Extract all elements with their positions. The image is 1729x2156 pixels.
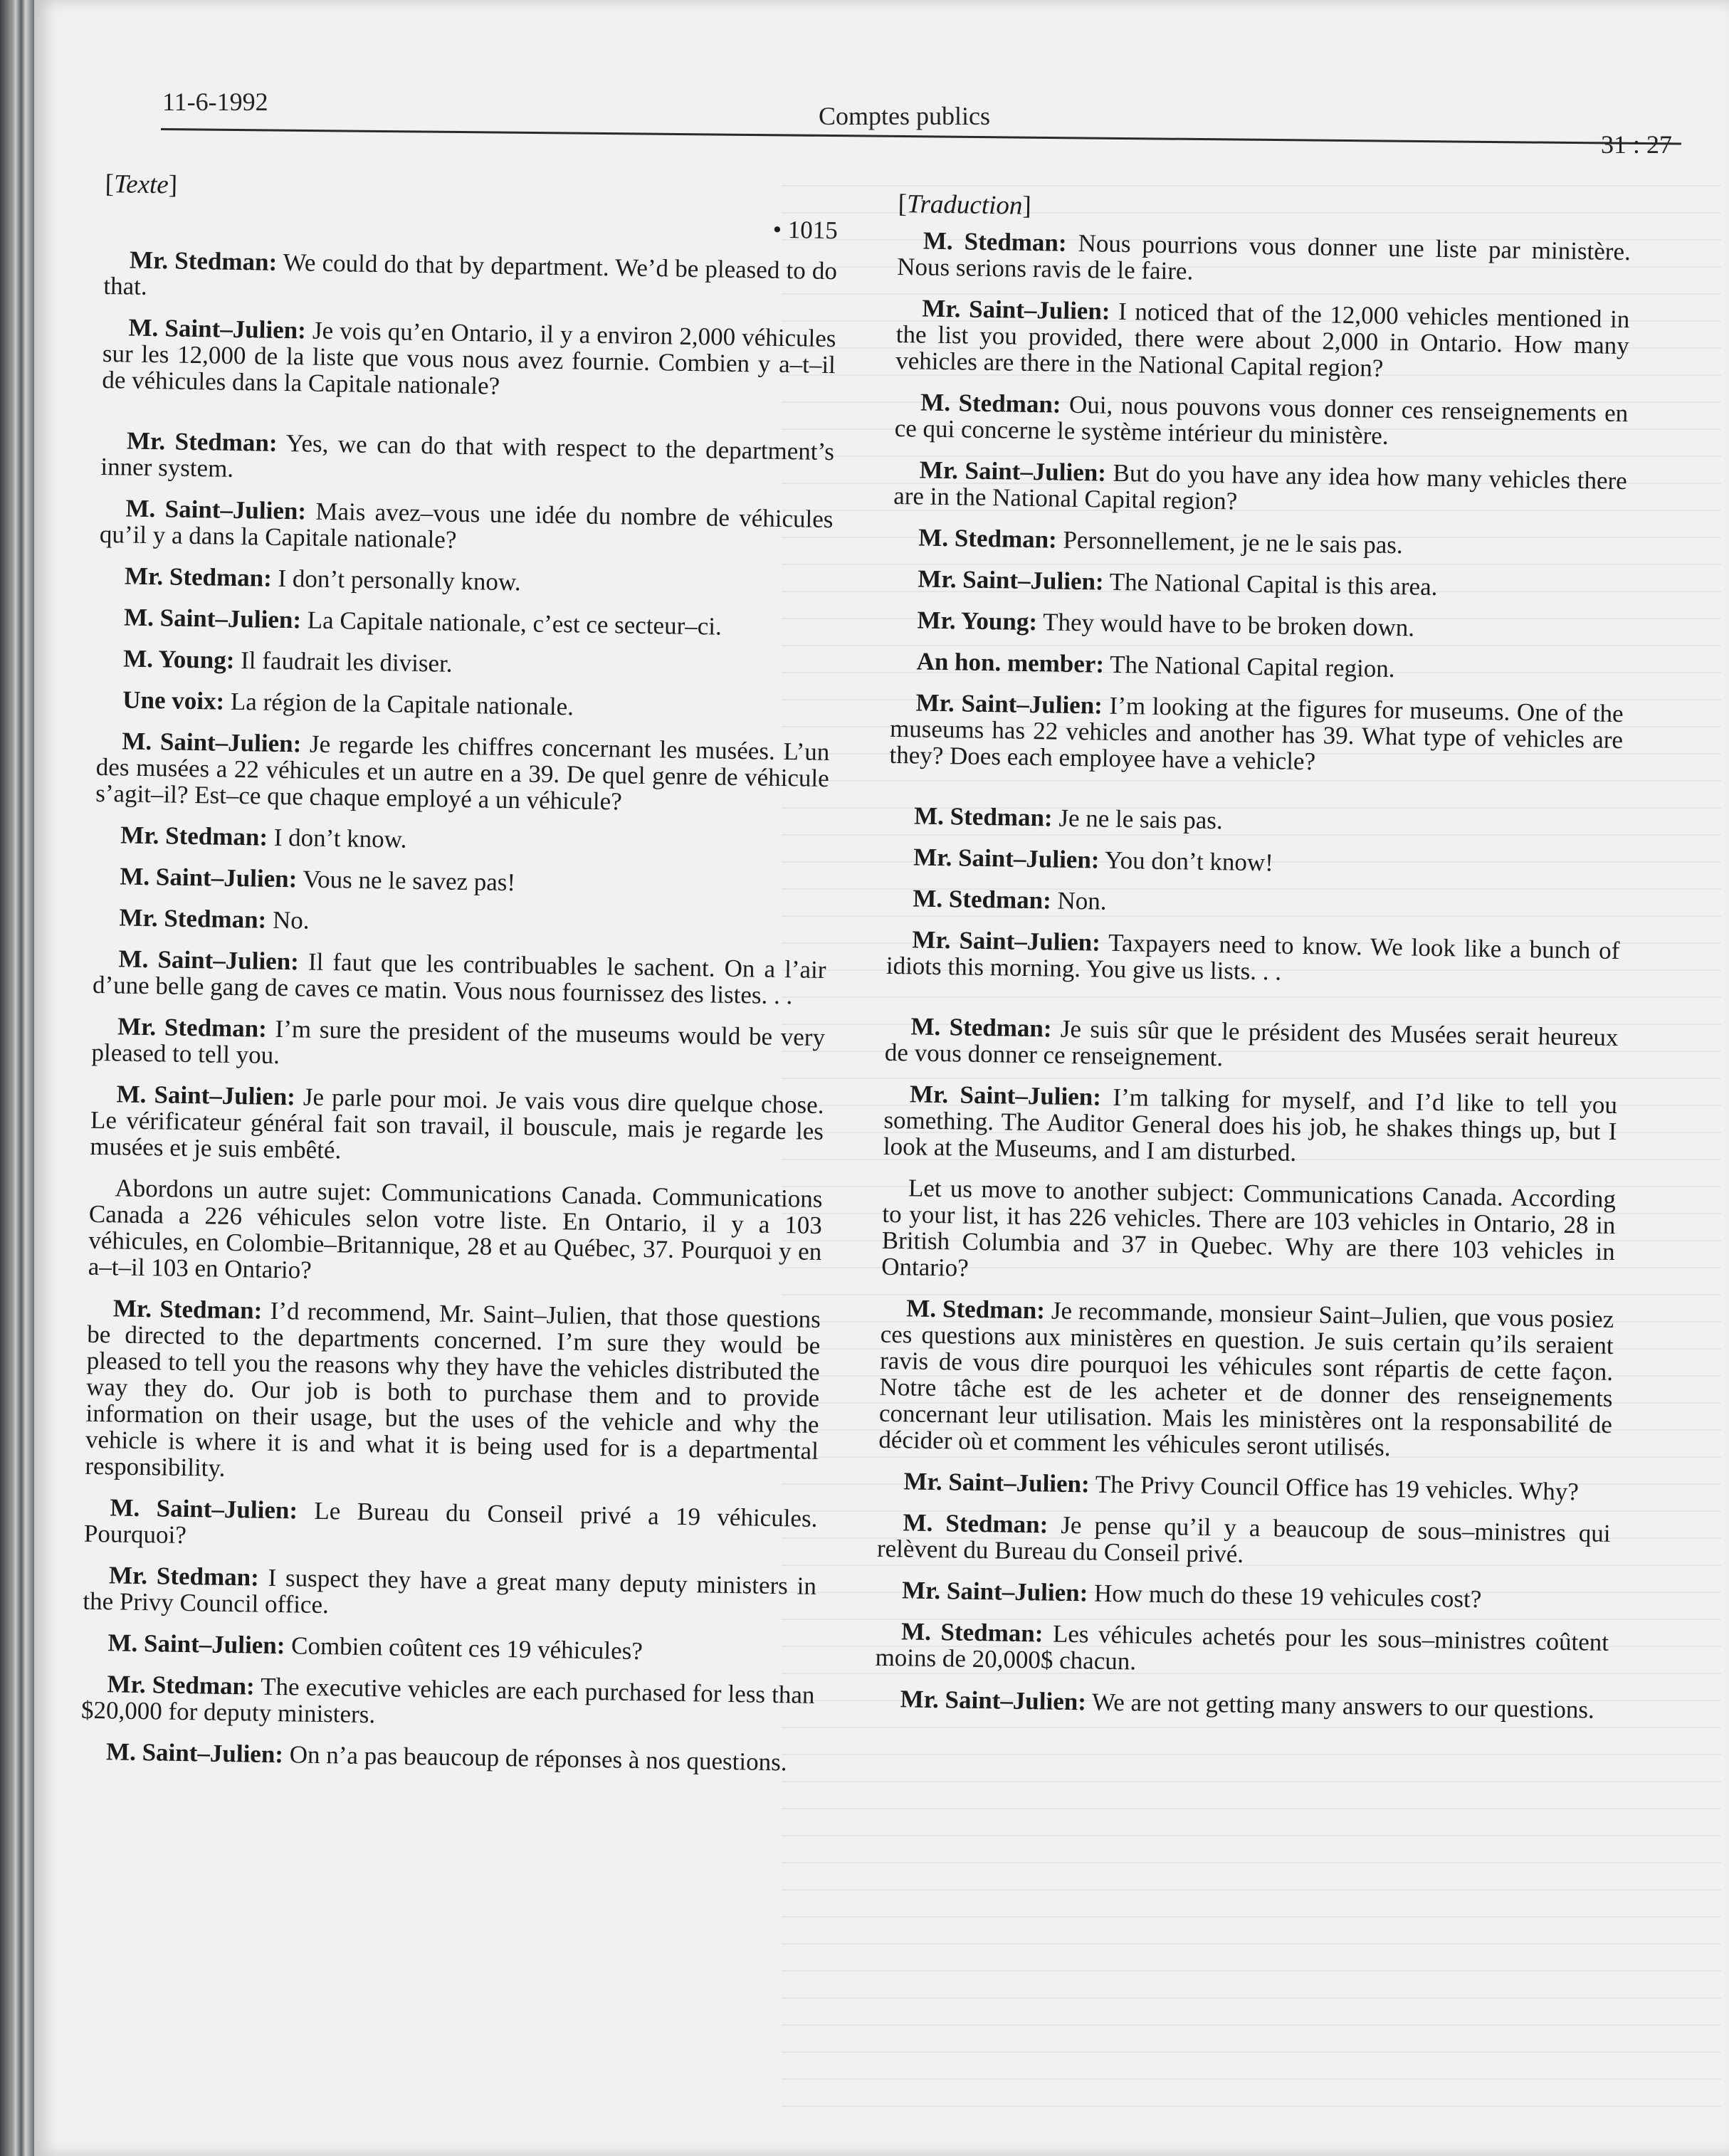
speaker-name: M. Saint–Julien: <box>107 1629 285 1660</box>
paragraph-text: I’d recommend, Mr. Saint–Julien, that those questions be directed to the departments concerned. I’m sure they would be pleased to tell you the reasons why they have the vehicles distributed the way they do. Our job is both to purchase them and to provide information on their usage, but the uses of the vehicle and why the vehicle is where it is and what it is being used for is a departmental responsibility. <box>85 1296 821 1482</box>
speaker-name: M. Young: <box>122 644 235 674</box>
speaker-name: Mr. Saint–Julien: <box>922 294 1110 325</box>
paragraph <box>84 1494 818 1558</box>
speaker-name: M. Stedman: <box>920 388 1061 419</box>
speaker-name: An hon. member: <box>916 647 1105 678</box>
paragraph <box>82 1629 815 1667</box>
paragraph-text: I don’t know. <box>273 823 407 853</box>
paragraph-text: How much do these 19 vehicules cost? <box>1093 1579 1482 1614</box>
right-column-tag: [Traduction] <box>898 189 1032 221</box>
speaker-name: M. Saint–Julien: <box>118 945 300 976</box>
speaker-name: Mr. Stedman: <box>112 1294 263 1325</box>
speaker-name: Mr. Stedman: <box>120 821 268 851</box>
paragraph <box>81 1671 815 1735</box>
paragraph-text: Oui, nous pouvons vous donner ces renseignements en ce qui concerne le système intérieur du ministère. <box>894 390 1629 450</box>
paragraph-text: Taxpayers need to know. We look like a bunch of idiots this morning. You give us lists. . . <box>885 928 1620 986</box>
speaker-name: Mr. Saint–Julien: <box>903 1467 1091 1498</box>
speaker-name: Mr. Saint–Julien: <box>912 925 1101 957</box>
right-paragraphs <box>874 227 1631 1723</box>
speaker-name: Mr. Stedman: <box>129 246 278 276</box>
paragraph <box>98 645 831 683</box>
speaker-name: Mr. Stedman: <box>107 1670 256 1700</box>
speaker-name: Mr. Saint–Julien: <box>918 564 1104 596</box>
paragraph <box>894 389 1628 453</box>
paragraph <box>100 427 834 491</box>
paragraph-text: We are not getting many answers to our questions. <box>1091 1688 1595 1724</box>
left-tag-text: Texte <box>113 169 169 200</box>
paragraph-text: But do you have any idea how many vehicles there are in the National Capital region? <box>893 458 1628 515</box>
speaker-name: M. Saint–Julien: <box>125 494 307 525</box>
right-tag-text: Traduction <box>906 189 1023 221</box>
speaker-name: Mr. Saint–Julien: <box>901 1576 1088 1607</box>
paragraph-text: Abordons un autre sujet: Communications Canada. Communications Canada a 226 véhicules selon votre liste. En Ontario, il y a 103 véhicules, en Colombie–Britannique, 28 et au Québec, 37. Pourquoi y en a–t–il 103 en Ontario? <box>88 1174 823 1284</box>
speaker-name: M. Saint–Julien: <box>120 862 298 893</box>
speaker-name: Mr. Saint–Julien: <box>919 456 1107 487</box>
paragraph-text: Personnellement, je ne le sais pas. <box>1063 525 1403 559</box>
paragraph-text: Let us move to another subject: Communications Canada. According to your list, it has 226 vehicles. There are 103 vehicles in Ontario, 28 in British Columbia and 37 in Quebec. Why are there 103 vehicles in Ontario? <box>881 1174 1617 1282</box>
paragraph-text: Je regarde les chiffres concernant les musées. L’un des musées a 22 véhicules et un autre en a 39. De quel genre de véhicule s’agit–il? Est–ce que chaque employé a un véhicule? <box>95 730 830 816</box>
left-column <box>80 171 839 1791</box>
paragraph <box>887 885 1620 922</box>
paragraph-text: We could do that by department. We’d be pleased to do that. <box>103 248 838 300</box>
paragraph <box>877 1509 1611 1573</box>
page-number: 31 : 27 <box>1601 130 1673 159</box>
paragraph <box>93 904 826 942</box>
right-column <box>874 191 1631 1738</box>
speaker-name: Mr. Stedman: <box>117 1012 268 1043</box>
paragraph <box>878 1295 1614 1464</box>
speaker-name: M. Stedman: <box>906 1294 1046 1325</box>
paragraph-text: They would have to be broken down. <box>1042 608 1415 642</box>
paragraph-text: Nous pourrions vous donner une liste par ministère. Nous serions ravis de le faire. <box>897 228 1631 285</box>
paragraph <box>890 648 1624 685</box>
timestamp: • 1015 <box>772 215 839 245</box>
paragraph <box>80 1738 814 1776</box>
speaker-name: M. Stedman: <box>923 226 1067 257</box>
paragraph <box>83 1562 816 1626</box>
paragraph <box>885 1013 1619 1077</box>
paragraph-text: Mais avez–vous une idée du nombre de véhicules qu’il y a dans la Capitale nationale? <box>99 497 834 554</box>
speaker-name: M. Saint–Julien: <box>128 313 307 345</box>
speaker-name: M. Stedman: <box>903 1508 1049 1539</box>
paragraph-text: Je vois qu’en Ontario, il y a environ 2,000 véhicules sur les 12,000 de la liste que vous nous avez fournie. Combien y a–t–il de véhicules dans la Capitale nationale? <box>102 316 836 400</box>
paragraph <box>88 1174 823 1291</box>
speaker-name: Une voix: <box>122 685 225 715</box>
paragraph-text: The National Capital region. <box>1109 650 1395 683</box>
paragraph-text: You don’t know! <box>1104 846 1274 877</box>
paragraph <box>888 843 1621 881</box>
paragraph <box>876 1577 1609 1614</box>
speaker-name: Mr. Young: <box>917 606 1038 636</box>
paragraph <box>893 456 1627 520</box>
paragraph <box>881 1174 1616 1291</box>
speaker-name: Mr. Saint–Julien: <box>909 1080 1102 1111</box>
speaker-name: Mr. Stedman: <box>119 903 267 934</box>
speaker-name: M. Stedman: <box>913 801 1053 832</box>
timestamp-text: 1015 <box>787 216 839 245</box>
speaker-name: Mr. Saint–Julien: <box>900 1685 1087 1716</box>
paragraph-text: No. <box>272 905 310 935</box>
paragraph <box>99 562 832 600</box>
speaker-name: M. Stedman: <box>918 523 1058 554</box>
paragraph <box>97 686 830 724</box>
paragraph <box>895 295 1630 385</box>
paragraph-text: La région de la Capitale nationale. <box>230 687 574 721</box>
paragraph <box>95 727 830 818</box>
speaker-name: M. Stedman: <box>910 1012 1052 1043</box>
paragraph <box>85 1295 821 1490</box>
paragraph <box>100 495 834 559</box>
speaker-name: M. Saint–Julien: <box>123 603 302 634</box>
left-paragraphs <box>80 246 837 1776</box>
paragraph <box>93 945 826 1009</box>
paragraph-text: Je pense qu’il y a beaucoup de sous–ministres qui relèvent du Bureau du Conseil privé. <box>876 1510 1611 1568</box>
paragraph <box>90 1080 824 1171</box>
left-column-tag: [Texte] <box>105 169 178 200</box>
paragraph-text: The executive vehicles are each purchased for less than $20,000 for deputy ministers. <box>80 1672 815 1729</box>
header-title: Comptes publics <box>819 102 990 130</box>
speaker-name: M. Saint–Julien: <box>110 1493 298 1525</box>
paragraph-text: I’m sure the president of the museums would be very pleased to tell you. <box>91 1014 826 1069</box>
paragraph <box>98 604 831 641</box>
speaker-name: Mr. Stedman: <box>124 562 273 592</box>
paragraph <box>892 565 1625 603</box>
header-date: 11-6-1992 <box>162 88 268 116</box>
paragraph <box>893 524 1626 562</box>
paragraph <box>874 1686 1607 1723</box>
paragraph-text: Je recommande, monsieur Saint–Julien, que vous posiez ces questions aux ministères en question. Je suis certain qu’ils seraient ravis de vous dire pourquoi les véhicules sont répartis de cette façon. Notre tâche est de les acheter et de donner des renseignements concernant leur utilisation. Mais les ministères ont la responsabilité de décider où et comment les véhicules seront utilisés. <box>878 1296 1614 1462</box>
paragraph-text: Les véhicules achetés pour les sous–ministres coûtent moins de 20,000$ chacun. <box>875 1619 1609 1676</box>
paragraph-text: Non. <box>1057 886 1107 915</box>
paragraph <box>91 1013 825 1077</box>
paragraph-text: I’m talking for myself, and I’d like to tell you something. The Auditor General does his job, he shakes things up, but I look at the Museums, and I am disturbed. <box>883 1083 1618 1167</box>
paragraph <box>891 606 1624 644</box>
paragraph-text: Le Bureau du Conseil privé a 19 véhicules. Pourquoi? <box>83 1496 818 1550</box>
paragraph <box>883 1080 1618 1171</box>
paragraph-text: Yes, we can do that with respect to the department’s inner system. <box>100 429 835 483</box>
page-edge <box>0 0 34 2156</box>
paragraph-text: Il faudrait les diviser. <box>240 646 453 678</box>
speaker-name: Mr. Saint–Julien: <box>913 843 1100 874</box>
paragraph-text: La Capitale nationale, c’est ce secteur–ci. <box>307 606 722 641</box>
paragraph <box>886 926 1620 990</box>
paragraph <box>875 1618 1609 1682</box>
paragraph-text: I suspect they have a great many deputy ministers in the Privy Council office. <box>83 1563 817 1619</box>
paragraph <box>897 227 1631 291</box>
speaker-name: M. Stedman: <box>913 884 1052 915</box>
paragraph <box>95 821 828 859</box>
paragraph-text: Je suis sûr que le président des Musées serait heureux de vous donner ce renseignement. <box>884 1014 1619 1072</box>
paragraph-text: On n’a pas beaucoup de réponses à nos questions. <box>289 1740 787 1777</box>
speaker-name: Mr. Saint–Julien: <box>915 688 1103 720</box>
speaker-name: M. Saint–Julien: <box>116 1080 296 1111</box>
paragraph-text: I noticed that of the 12,000 vehicles mentioned in the list you provided, there were about 2,000 in Ontario. How many vehicles are there in the National Capital region? <box>895 297 1630 382</box>
paragraph-text: The National Capital is this area. <box>1109 567 1438 601</box>
speaker-name: M. Stedman: <box>900 1617 1044 1648</box>
paragraph-text: Vous ne le savez pas! <box>303 865 516 897</box>
paragraph <box>889 689 1624 779</box>
speaker-name: Mr. Stedman: <box>126 426 278 457</box>
speaker-name: Mr. Stedman: <box>108 1561 260 1592</box>
paragraph <box>888 802 1622 840</box>
paragraph-text: I don’t personally know. <box>278 564 522 596</box>
speaker-name: M. Saint–Julien: <box>105 1737 284 1769</box>
paragraph <box>103 246 837 310</box>
paragraph-text: Combien coûtent ces 19 véhicules? <box>290 1631 643 1666</box>
paragraph-text: Il faut que les contribuables le sachent. On a l’air d’une belle gang de caves ce matin. Vous nous fournissez des listes. . . <box>92 947 826 1010</box>
paragraph <box>102 314 836 404</box>
paragraph <box>94 863 827 900</box>
paragraph-text: The Privy Council Office has 19 vehicles. Why? <box>1095 1470 1580 1506</box>
speaker-name: M. Saint–Julien: <box>122 727 302 758</box>
paragraph-text: Je ne le sais pas. <box>1058 804 1224 835</box>
paragraph-text: Je parle pour moi. Je vais vous dire quelque chose. Le vérificateur général fait son travail, il bouscule, mais je regarde les musées et je suis embêté. <box>90 1083 824 1164</box>
paragraph <box>878 1468 1611 1505</box>
paragraph-text: I’m looking at the figures for museums. One of the museums has 22 vehicles and another has 39. What type of vehicles are they? Does each employee have a vehicle? <box>889 691 1624 776</box>
